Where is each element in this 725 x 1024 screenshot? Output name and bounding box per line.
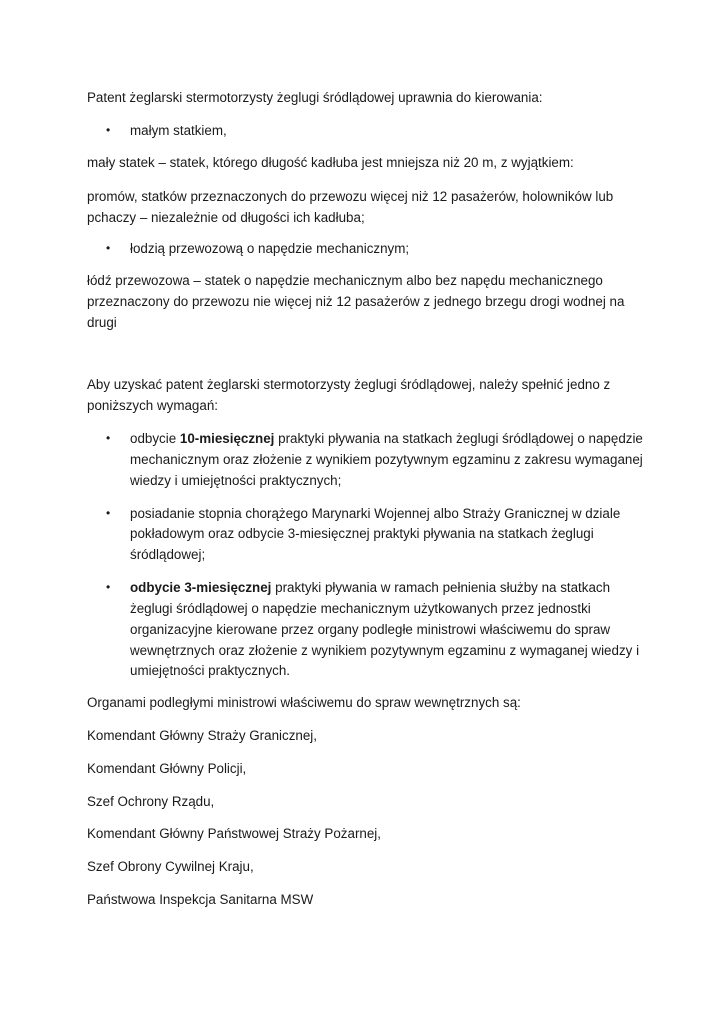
bullet-icon: • [106,123,111,137]
requirement-1-prefix: odbycie [130,431,180,446]
authority-item: Państwowa Inspekcja Sanitarna MSW [87,892,314,907]
list-item-ferry-boat: łodzią przewozową o napędzie mechanicznym; [130,241,410,256]
requirement-2-line-3: śródlądowej; [130,547,206,562]
bullet-icon: • [106,580,111,594]
authority-item: Komendant Główny Państwowej Straży Pożarnej, [87,826,381,841]
requirements-intro-line-1: Aby uzyskać patent żeglarski stermotorzysty żeglugi śródlądowej, należy spełnić jedno z [87,377,611,392]
exceptions-line-1: promów, statków przeznaczonych do przewozu więcej niż 12 pasażerów, holowników lub [87,189,614,204]
definition-ferry-line-2: przeznaczony do przewozu nie więcej niż 12 pasażerów z jednego brzegu drogi wodnej na [87,294,625,309]
requirement-1-bold: 10-miesięcznej [179,431,275,446]
requirement-2-line-1: posiadanie stopnia chorążego Marynarki Wojennej albo Straży Granicznej w dziale [130,506,621,521]
authority-item: Szef Obrony Cywilnej Kraju, [87,859,254,874]
requirement-3-line-3: organizacyjne kierowane przez organy podległe ministrowi właściwemu do spraw [130,622,611,637]
definition-ferry-line-1: łódź przewozowa – statek o napędzie mechanicznym albo bez napędu mechanicznego [87,273,603,288]
requirement-2-line-2: pokładowym oraz odbycie 3-miesięcznej praktyki pływania na statkach żeglugi [130,526,594,541]
list-item-small-ship: małym statkiem, [130,123,227,138]
intro-paragraph: Patent żeglarski stermotorzysty żeglugi śródlądowej uprawnia do kierowania: [87,90,543,105]
requirement-3-line-5: umiejętności praktycznych. [130,663,291,678]
requirement-1-line-1 [130,428,643,449]
requirement-3-line-1 [130,577,610,598]
authority-item: Komendant Główny Policji, [87,761,247,776]
requirement-1-line-3: wiedzy i umiejętności praktycznych; [130,473,342,488]
authorities-intro: Organami podległymi ministrowi właściwemu do spraw wewnętrznych są: [87,695,521,710]
requirement-3-line-4: wewnętrznych oraz złożenie z wynikiem pozytywnym egzaminu z wymaganej wiedzy i [130,643,640,658]
bullet-icon: • [106,241,111,255]
requirements-intro-line-2: poniższych wymagań: [87,398,218,413]
definition-small-ship: mały statek – statek, którego długość kadłuba jest mniejsza niż 20 m, z wyjątkiem: [87,155,574,170]
requirement-1-line-2: mechanicznym oraz złożenie z wynikiem pozytywnym egzaminu z zakresu wymaganej [130,452,643,467]
requirement-3-rest: praktyki pływania w ramach pełnienia służby na statkach [271,580,611,595]
authority-item: Komendant Główny Straży Granicznej, [87,728,317,743]
definition-ferry-line-3: drugi [87,315,117,330]
requirement-3-line-2: żeglugi śródlądowej o napędzie mechanicznym użytkowanych przez jednostki [130,601,591,616]
authority-item: Szef Ochrony Rządu, [87,794,215,809]
requirement-3-bold: odbycie 3-miesięcznej [130,580,272,595]
bullet-icon: • [106,431,111,445]
requirement-1-rest: praktyki pływania na statkach żeglugi śródlądowej o napędzie [274,431,643,446]
exceptions-line-2: pchaczy – niezależnie od długości ich kadłuba; [87,210,365,225]
bullet-icon: • [106,506,111,520]
